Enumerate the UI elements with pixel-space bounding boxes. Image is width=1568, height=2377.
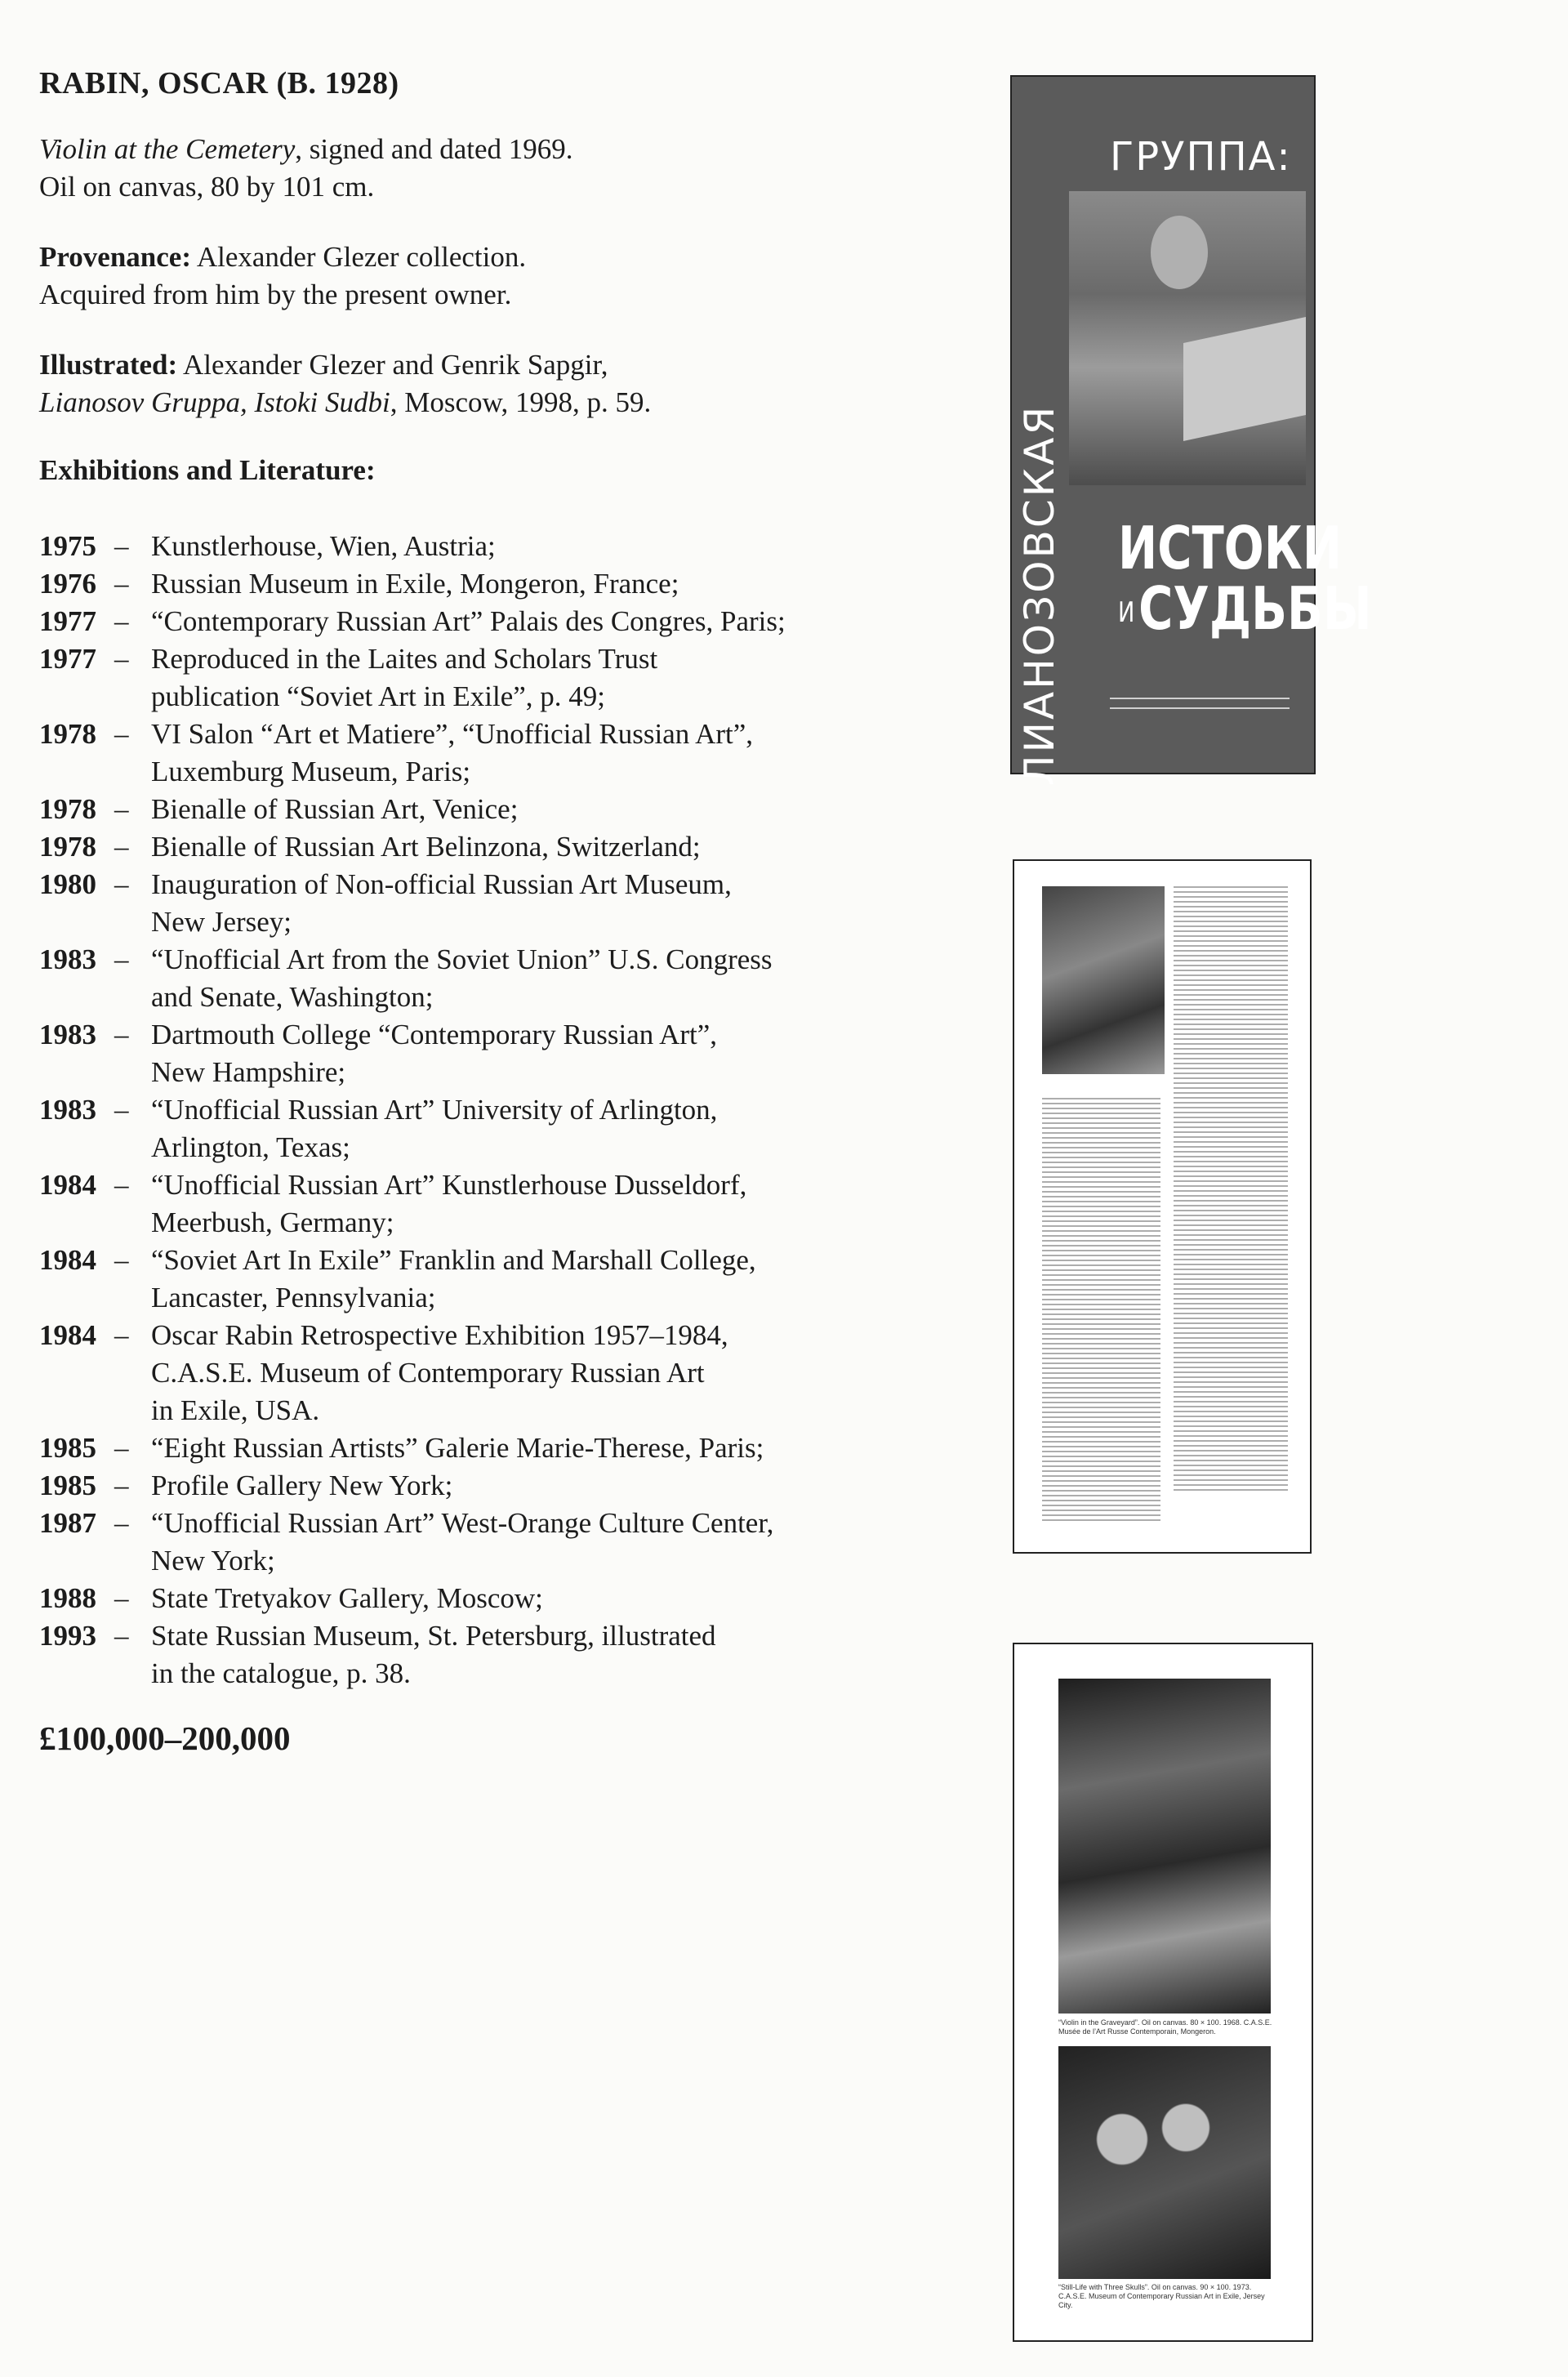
- exhibition-entry: 1983 – “Unofficial Art from the Soviet Union” U.S. Congress and Senate, Washington;: [39, 941, 970, 1016]
- exhibition-text: VI Salon “Art et Matiere”, “Unofficial Russian Art”, Luxemburg Museum, Paris;: [151, 718, 754, 787]
- exhibition-year: 1978: [39, 793, 96, 825]
- exhibition-text: “Unofficial Russian Art” Kunstlerhouse Dusseldorf, Meerbush, Germany;: [151, 1169, 747, 1238]
- artist-title: RABIN, OSCAR (B. 1928): [39, 66, 399, 100]
- exhibition-text: “Unofficial Russian Art” University of Arlington, Arlington, Texas;: [151, 1094, 718, 1163]
- exhibition-entry: 1987 – “Unofficial Russian Art” West-Orange Culture Center, New York;: [39, 1505, 970, 1580]
- page-illustration: [1042, 886, 1165, 1074]
- caption-three-skulls: “Still-Life with Three Skulls”. Oil on canvas. 90 × 100. 1973. C.A.S.E. Museum of Contemporary Russian Art in Exile, Jersey City.: [1058, 2283, 1265, 2309]
- exhibitions-heading: Exhibitions and Literature:: [39, 454, 376, 486]
- exhibition-text: “Unofficial Art from the Soviet Union” U.S. Congress and Senate, Washington;: [151, 943, 773, 1013]
- exhibition-year: 1987: [39, 1507, 96, 1539]
- illustrated: [39, 346, 970, 421]
- exhibition-entry: 1984 – Oscar Rabin Retrospective Exhibition 1957–1984, C.A.S.E. Museum of Contemporary Russian Art in Exile, USA.: [39, 1317, 970, 1429]
- exhibition-entry: 1993 – State Russian Museum, St. Petersburg, illustrated in the catalogue, p. 38.: [39, 1617, 970, 1692]
- exhibition-entry: 1978 – Bienalle of Russian Art, Venice;: [39, 791, 970, 828]
- exhibitions-list: [39, 528, 970, 1692]
- work-signed: , signed and dated 1969.: [295, 133, 573, 165]
- exhibition-year: 1983: [39, 1094, 96, 1126]
- exhibition-year: 1978: [39, 831, 96, 863]
- page-text-right: [1174, 886, 1288, 1491]
- provenance-line2: Acquired from him by the present owner.: [39, 279, 512, 310]
- exhibition-entry: 1984 – “Unofficial Russian Art” Kunstlerhouse Dusseldorf, Meerbush, Germany;: [39, 1166, 970, 1242]
- lot-description: [39, 65, 970, 1758]
- caption-violin-graveyard: “Violin in the Graveyard”. Oil on canvas. 80 × 100. 1968. C.A.S.E. Musée de l’Art Russe Contemporain, Mongeron.: [1058, 2018, 1272, 2036]
- illustrated-line2: , Moscow, 1998, p. 59.: [390, 386, 652, 418]
- exhibition-entry: 1975 – Kunstlerhouse, Wien, Austria;: [39, 528, 970, 565]
- exhibition-text: Oscar Rabin Retrospective Exhibition 1957–1984, C.A.S.E. Museum of Contemporary Russian Art in Exile, USA.: [151, 1319, 728, 1426]
- exhibition-text: “Soviet Art In Exile” Franklin and Marshall College, Lancaster, Pennsylvania;: [151, 1244, 756, 1313]
- provenance-label: Provenance:: [39, 241, 191, 273]
- exhibition-text: State Russian Museum, St. Petersburg, illustrated in the catalogue, p. 38.: [151, 1620, 716, 1689]
- provenance-line1: Alexander Glezer collection.: [196, 241, 527, 273]
- exhibition-text: Inauguration of Non-official Russian Art Museum, New Jersey;: [151, 868, 732, 938]
- cover-painting: [1069, 191, 1306, 485]
- exhibition-year: 1983: [39, 1019, 96, 1050]
- exhibition-entry: 1980 – Inauguration of Non-official Russian Art Museum, New Jersey;: [39, 866, 970, 941]
- exhibition-year: 1988: [39, 1582, 96, 1614]
- exhibition-entry: 1985 – “Eight Russian Artists” Galerie Marie-Therese, Paris;: [39, 1429, 970, 1467]
- exhibition-year: 1977: [39, 643, 96, 675]
- exhibition-text: Dartmouth College “Contemporary Russian Art”, New Hampshire;: [151, 1019, 718, 1088]
- exhibition-text: Bienalle of Russian Art, Venice;: [151, 793, 519, 825]
- exhibition-year: 1983: [39, 943, 96, 975]
- page-text-left: [1042, 1098, 1160, 1523]
- exhibition-text: Russian Museum in Exile, Mongeron, France;: [151, 568, 679, 600]
- work-medium: Oil on canvas, 80 by 101 cm.: [39, 171, 375, 203]
- exhibition-text: Kunstlerhouse, Wien, Austria;: [151, 530, 496, 562]
- exhibition-entry: 1983 – “Unofficial Russian Art” University of Arlington, Arlington, Texas;: [39, 1091, 970, 1166]
- work-details: [39, 131, 970, 206]
- cover-main-title: ИСТОКИ ИСУДЬБЫ: [1118, 514, 1372, 643]
- exhibition-entry: 1976 – Russian Museum in Exile, Mongeron, France;: [39, 565, 970, 603]
- exhibition-year: 1976: [39, 568, 96, 600]
- exhibition-entry: 1977 – “Contemporary Russian Art” Palais des Congres, Paris;: [39, 603, 970, 640]
- book-cover-image: [1010, 75, 1372, 786]
- price-estimate: £100,000–200,000: [39, 1719, 291, 1757]
- illustrated-label: Illustrated:: [39, 349, 178, 381]
- exhibition-text: Bienalle of Russian Art Belinzona, Switzerland;: [151, 831, 701, 863]
- painting-violin-graveyard: [1058, 1679, 1271, 2014]
- exhibition-entry: 1983 – Dartmouth College “Contemporary Russian Art”, New Hampshire;: [39, 1016, 970, 1091]
- exhibition-entry: 1978 – VI Salon “Art et Matiere”, “Unofficial Russian Art”, Luxemburg Museum, Paris;: [39, 716, 970, 791]
- exhibition-entry: 1984 – “Soviet Art In Exile” Franklin and Marshall College, Lancaster, Pennsylvania;: [39, 1242, 970, 1317]
- exhibition-year: 1985: [39, 1432, 96, 1464]
- provenance: [39, 239, 970, 314]
- exhibition-year: 1975: [39, 530, 96, 562]
- exhibition-text: “Unofficial Russian Art” West-Orange Culture Center, New York;: [151, 1507, 774, 1576]
- exhibition-text: Profile Gallery New York;: [151, 1469, 453, 1501]
- illustrated-line1: Alexander Glezer and Genrik Sapgir,: [182, 349, 608, 381]
- exhibition-year: 1984: [39, 1244, 96, 1276]
- exhibition-text: Reproduced in the Laites and Scholars Trust publication “Soviet Art in Exile”, p. 49;: [151, 643, 658, 712]
- exhibition-year: 1984: [39, 1319, 96, 1351]
- exhibition-year: 1993: [39, 1620, 96, 1652]
- cover-group-title: ГРУППА:: [1110, 134, 1292, 180]
- exhibition-year: 1978: [39, 718, 96, 750]
- exhibition-year: 1977: [39, 605, 96, 637]
- exhibition-entry: 1977 – Reproduced in the Laites and Scholars Trust publication “Soviet Art in Exile”, p. 49;: [39, 640, 970, 716]
- exhibition-year: 1980: [39, 868, 96, 900]
- exhibition-text: “Contemporary Russian Art” Palais des Congres, Paris;: [151, 605, 786, 637]
- exhibition-entry: 1988 – State Tretyakov Gallery, Moscow;: [39, 1580, 970, 1617]
- exhibition-entry: 1978 – Bienalle of Russian Art Belinzona, Switzerland;: [39, 828, 970, 866]
- work-title: Violin at the Cemetery: [39, 133, 296, 165]
- painting-photos: [1013, 1643, 1313, 2342]
- exhibition-text: “Eight Russian Artists” Galerie Marie-Therese, Paris;: [151, 1432, 764, 1464]
- cover-vertical-title: ЛИАНОЗОВСКАЯ: [1016, 404, 1063, 786]
- exhibition-year: 1985: [39, 1469, 96, 1501]
- exhibition-year: 1984: [39, 1169, 96, 1201]
- painting-three-skulls: [1058, 2046, 1271, 2279]
- exhibition-entry: 1985 – Profile Gallery New York;: [39, 1467, 970, 1505]
- illustrated-book: Lianosov Gruppa, Istoki Sudbi: [39, 386, 390, 418]
- exhibition-text: State Tretyakov Gallery, Moscow;: [151, 1582, 543, 1614]
- book-page-image: [1013, 859, 1312, 1554]
